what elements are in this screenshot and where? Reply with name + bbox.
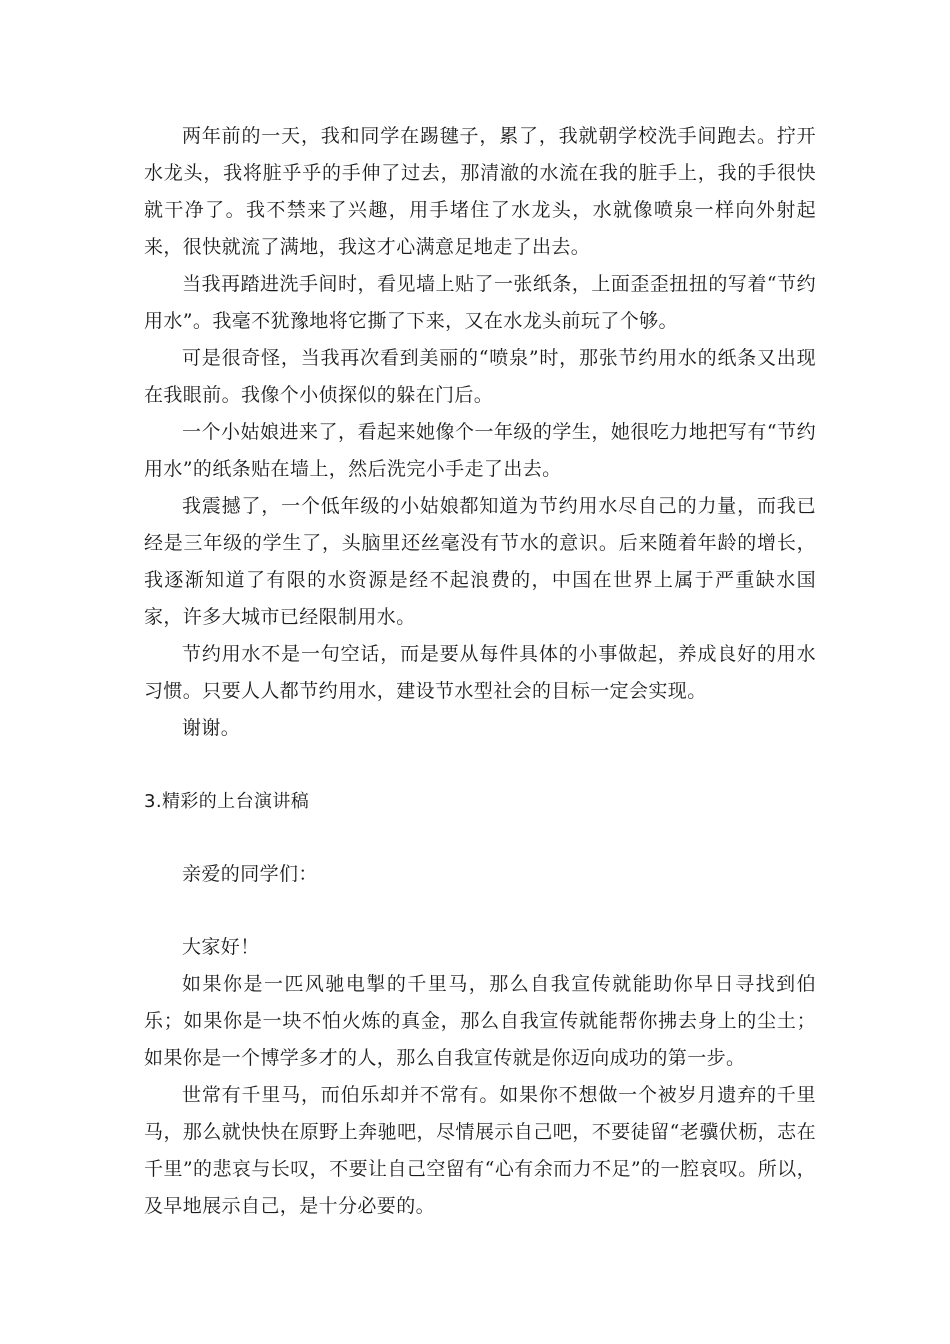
greeting: 大家好！ [182, 936, 260, 958]
body-paragraph: 可是很奇怪，当我再次看到美丽的“喷泉”时，那张节约用水的纸条又出现在我眼前。我像个小侦探似的躲在门后。 [144, 347, 816, 406]
salutation: 亲爱的同学们： [182, 863, 318, 885]
body-paragraph: 一个小姑娘进来了，看起来她像个一年级的学生，她很吃力地把写有“节约用水”的纸条贴在墙上，然后洗完小手走了出去。 [144, 421, 816, 480]
body-paragraph: 如果你是一匹风驰电掣的千里马，那么自我宣传就能助你早日寻找到伯乐；如果你是一块不怕火炼的真金，那么自我宣传就能帮你拂去身上的尘土；如果你是一个博学多才的人，那么自我宣传就是你迈向成功的第一步。 [144, 973, 816, 1069]
body-paragraph: 两年前的一天，我和同学在踢毽子，累了，我就朝学校洗手间跑去。拧开水龙头，我将脏乎乎的手伸了过去，那清澈的水流在我的脏手上，我的手很快就干净了。我不禁来了兴趣，用手堵住了水龙头，水就像喷泉一样向外射起来，很快就流了满地，我这才心满意足地走了出去。 [144, 125, 816, 258]
document-body [144, 118, 816, 1225]
body-paragraph: 我震撼了，一个低年级的小姑娘都知道为节约用水尽自己的力量，而我已经是三年级的学生了，头脑里还丝毫没有节水的意识。后来随着年龄的增长，我逐渐知道了有限的水资源是经不起浪费的，中国在世界上属于严重缺水国家，许多大城市已经限制用水。 [144, 495, 816, 628]
closing-thanks: 谢谢。 [182, 717, 241, 739]
body-paragraph: 世常有千里马，而伯乐却并不常有。如果你不想做一个被岁月遗弃的千里马，那么就快快在原野上奔驰吧，尽情展示自己吧，不要徒留“老骥伏枥，志在千里”的悲哀与长叹，不要让自己空留有“心有余而力不足”的一腔哀叹。所以，及早地展示自己，是十分必要的。 [144, 1084, 816, 1217]
body-paragraph: 当我再踏进洗手间时，看见墙上贴了一张纸条，上面歪歪扭扭的写着“节约用水”。我毫不犹豫地将它撕了下来，又在水龙头前玩了个够。 [144, 273, 816, 332]
section-heading: 3.精彩的上台演讲稿 [144, 791, 310, 812]
body-paragraph: 节约用水不是一句空话，而是要从每件具体的小事做起，养成良好的用水习惯。只要人人都节约用水，建设节水型社会的目标一定会实现。 [144, 643, 816, 702]
